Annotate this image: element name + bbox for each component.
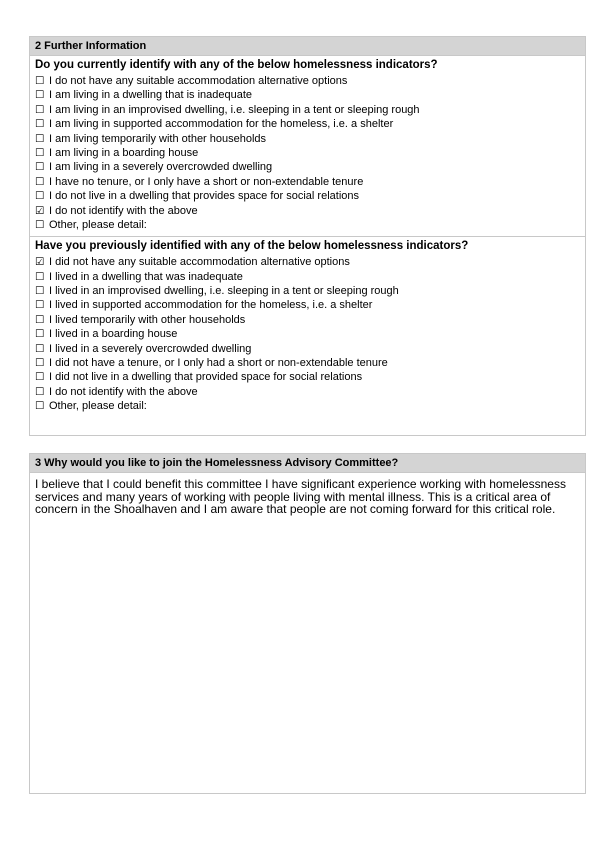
checkbox-label: I do not identify with the above bbox=[49, 385, 198, 398]
checkbox-unchecked-icon[interactable]: ☐ bbox=[35, 313, 45, 326]
checkbox-checked-icon[interactable]: ☑ bbox=[35, 256, 45, 269]
checkbox-unchecked-icon[interactable]: ☐ bbox=[35, 342, 45, 355]
checkbox-option[interactable] bbox=[35, 146, 585, 160]
checkbox-unchecked-icon[interactable]: ☐ bbox=[35, 385, 45, 398]
checkbox-option[interactable] bbox=[35, 117, 585, 131]
checkbox-label: I do not have any suitable accommodation alternative options bbox=[49, 75, 348, 87]
checkbox-label: I lived in an improvised dwelling, i.e. sleeping in a tent or sleeping rough bbox=[49, 285, 399, 298]
checkbox-label: I lived temporarily with other households bbox=[49, 313, 246, 326]
checkbox-option[interactable] bbox=[35, 189, 585, 203]
checkbox-label: I did not have any suitable accommodation alternative options bbox=[49, 256, 350, 269]
previous-indicators-list bbox=[30, 255, 585, 413]
checkbox-label: I have no tenure, or I only have a short or non-extendable tenure bbox=[49, 175, 364, 188]
checkbox-label: I am living in supported accommodation for the homeless, i.e. a shelter bbox=[49, 118, 394, 131]
checkbox-unchecked-icon[interactable]: ☐ bbox=[35, 190, 45, 203]
checkbox-option[interactable] bbox=[35, 204, 585, 218]
checkbox-label: I lived in a dwelling that was inadequate bbox=[49, 270, 243, 283]
checkbox-option[interactable] bbox=[35, 399, 585, 413]
current-indicators-list bbox=[30, 74, 585, 232]
checkbox-unchecked-icon[interactable]: ☐ bbox=[35, 175, 45, 188]
checkbox-unchecked-icon[interactable]: ☐ bbox=[35, 146, 45, 159]
checkbox-option[interactable] bbox=[35, 175, 585, 189]
checkbox-unchecked-icon[interactable]: ☐ bbox=[35, 132, 45, 145]
checkbox-label: Other, please detail: bbox=[49, 400, 147, 413]
checkbox-option[interactable] bbox=[35, 88, 585, 102]
checkbox-checked-icon[interactable]: ☑ bbox=[35, 204, 45, 217]
checkbox-label: Other, please detail: bbox=[49, 218, 147, 231]
previous-indicators-question: Have you previously identified with any of the below homelessness indicators? bbox=[35, 240, 469, 253]
checkbox-unchecked-icon[interactable]: ☐ bbox=[35, 218, 45, 231]
checkbox-option[interactable] bbox=[35, 342, 585, 356]
checkbox-label: I lived in a boarding house bbox=[49, 328, 178, 341]
checkbox-unchecked-icon[interactable]: ☐ bbox=[35, 89, 45, 102]
checkbox-option[interactable] bbox=[35, 370, 585, 384]
checkbox-label: I am living in a dwelling that is inadequate bbox=[49, 89, 253, 102]
checkbox-option[interactable] bbox=[35, 132, 585, 146]
checkbox-option[interactable] bbox=[35, 298, 585, 312]
checkbox-option[interactable] bbox=[35, 327, 585, 341]
checkbox-option[interactable] bbox=[35, 160, 585, 174]
checkbox-label: I do not identify with the above bbox=[49, 204, 198, 217]
checkbox-unchecked-icon[interactable]: ☐ bbox=[35, 103, 45, 116]
checkbox-unchecked-icon[interactable]: ☐ bbox=[35, 328, 45, 341]
checkbox-label: I did not have a tenure, or I only had a short or non-extendable tenure bbox=[49, 357, 388, 370]
checkbox-label: I do not live in a dwelling that provides space for social relations bbox=[49, 190, 360, 203]
checkbox-option[interactable] bbox=[35, 385, 585, 399]
checkbox-label: I lived in supported accommodation for the homeless, i.e. a shelter bbox=[49, 299, 373, 312]
checkbox-unchecked-icon[interactable]: ☐ bbox=[35, 118, 45, 131]
checkbox-label: I am living in a boarding house bbox=[49, 146, 199, 159]
checkbox-label: I am living temporarily with other households bbox=[49, 132, 267, 145]
section-header-join-reason: 3 Why would you like to join the Homelessness Advisory Committee? bbox=[30, 454, 585, 473]
checkbox-option[interactable] bbox=[35, 270, 585, 284]
current-indicators-question: Do you currently identify with any of the below homelessness indicators? bbox=[35, 59, 438, 71]
section-header-further-information: 2 Further Information bbox=[30, 37, 585, 56]
checkbox-unchecked-icon[interactable]: ☐ bbox=[35, 357, 45, 370]
checkbox-option[interactable] bbox=[35, 218, 585, 232]
checkbox-option[interactable] bbox=[35, 103, 585, 117]
join-reason-section bbox=[29, 453, 586, 794]
checkbox-option[interactable] bbox=[35, 255, 585, 269]
checkbox-unchecked-icon[interactable]: ☐ bbox=[35, 285, 45, 298]
checkbox-label: I lived in a severely overcrowded dwelling bbox=[49, 342, 252, 355]
checkbox-unchecked-icon[interactable]: ☐ bbox=[35, 400, 45, 413]
checkbox-option[interactable] bbox=[35, 74, 585, 88]
join-reason-answer[interactable]: I believe that I could benefit this committee I have significant experience working with homelessness services and many years of working with people living with mental illness. This is a critical area of concern in the Shoalhaven and I am aware that people are not coming forward for this critical role. bbox=[35, 477, 566, 516]
checkbox-unchecked-icon[interactable]: ☐ bbox=[35, 299, 45, 312]
checkbox-option[interactable] bbox=[35, 356, 585, 370]
checkbox-option[interactable] bbox=[35, 284, 585, 298]
checkbox-unchecked-icon[interactable]: ☐ bbox=[35, 270, 45, 283]
checkbox-option[interactable] bbox=[35, 313, 585, 327]
checkbox-unchecked-icon[interactable]: ☐ bbox=[35, 371, 45, 384]
checkbox-label: I am living in a severely overcrowded dwelling bbox=[49, 161, 273, 174]
further-information-section bbox=[29, 36, 586, 436]
checkbox-label: I am living in an improvised dwelling, i.e. sleeping in a tent or sleeping rough bbox=[49, 103, 420, 116]
checkbox-unchecked-icon[interactable]: ☐ bbox=[35, 161, 45, 174]
checkbox-label: I did not live in a dwelling that provided space for social relations bbox=[49, 371, 363, 384]
checkbox-unchecked-icon[interactable]: ☐ bbox=[35, 75, 45, 87]
